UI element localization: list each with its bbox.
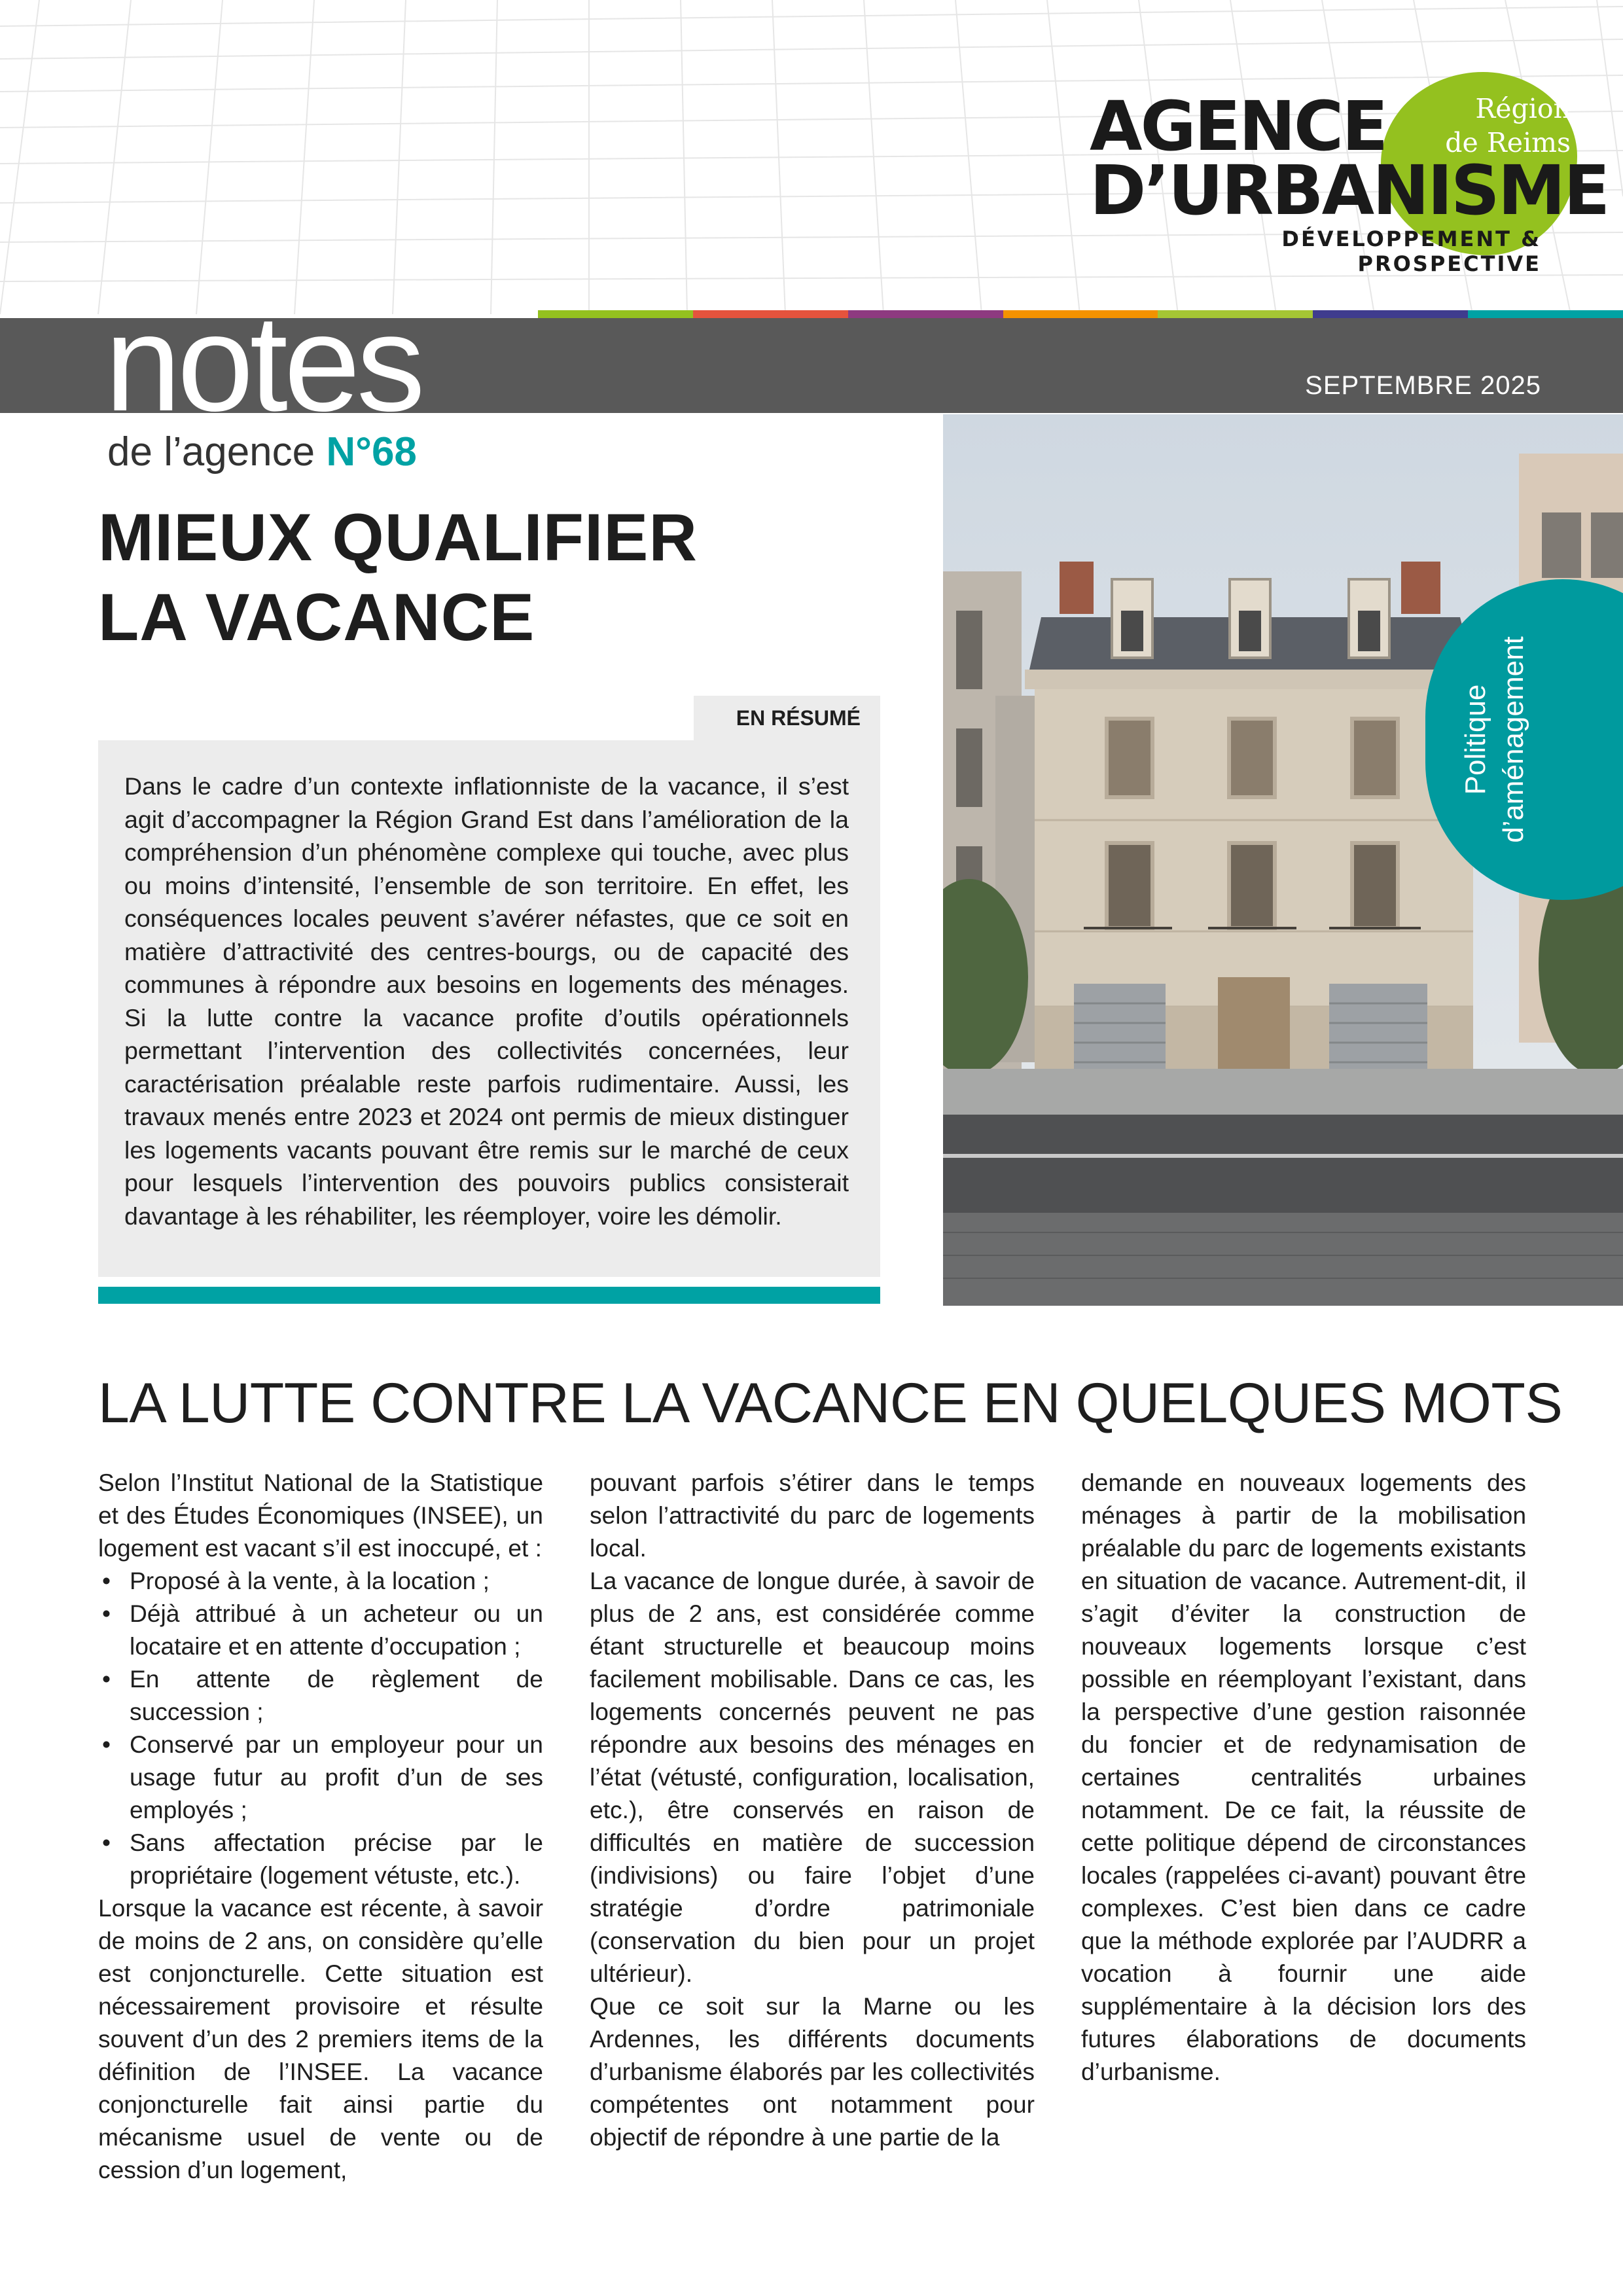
text-column-2 <box>590 1466 1035 2153</box>
notes-word: notes <box>105 286 421 440</box>
issue-label <box>107 429 417 475</box>
summary-accent-bar <box>98 1287 880 1304</box>
section-title: LA LUTTE CONTRE LA VACANCE EN QUELQUES MOTS <box>98 1372 1563 1435</box>
list-item: • Sans affectation précise par le propriétaire (logement vétuste, etc.). <box>98 1826 543 1892</box>
list-item: • Conservé par un employeur pour un usage futur au profit d’un de ses employés ; <box>98 1728 543 1826</box>
list-item: • En attente de règlement de succession ; <box>98 1662 543 1728</box>
text-column-1 <box>98 1466 543 2186</box>
col2-p1: pouvant parfois s’étirer dans le temps selon l’attractivité du parc de logements local. <box>590 1469 1035 1562</box>
text-column-3 <box>1081 1466 1526 2088</box>
col1-intro: Selon l’Institut National de la Statistique et des Études Économiques (INSEE), un logement est vacant s’il est inoccupé, et : <box>98 1469 543 1562</box>
definition-list <box>98 1564 543 1892</box>
de-agence-text: de l’agence <box>107 429 327 475</box>
issue-date: SEPTEMBRE 2025 <box>1305 371 1541 400</box>
stripe <box>1313 310 1468 318</box>
logo-region-line1: Région <box>1475 93 1571 124</box>
col3-p1: demande en nouveaux logements des ménages à partir de la mobilisation préalable du parc de logements existants en situation de vacance. Autrement-dit, il s’agit d’éviter la construction de nouveaux logements lorsque c’est possible en réemployant l’existant, dans la perspective d’une gestion raisonnée du foncier et de redynamisation de certaines centralités urbaines notamment. De ce fait, la réussite de cette politique dépend de circonstances locales (rappelées ci-avant) pouvant être complexes. C’est bien dans ce cadre que la méthode explorée par l’AUDRR a vocation à fournir une aide supplémentaire à la décision lors des futures élaborations de documents d’urbanisme. <box>1081 1469 1526 2085</box>
stripe <box>1158 310 1313 318</box>
stripe <box>693 310 848 318</box>
logo-urbanisme: D’URBANISME <box>1090 151 1609 230</box>
page-title <box>98 497 698 657</box>
theme-tag-label <box>1457 602 1533 877</box>
col2-p2: La vacance de longue durée, à savoir de plus de 2 ans, est considérée comme étant structurelle et beaucoup moins facilement mobilisable. Dans ce cas, les logements concernés peuvent ne pas répondre aux besoins des ménages en l’état (vétusté, configuration, localisation, etc.), être conservés en raison de difficultés en matière de succession (indivisions) ou faire l’objet d’une stratégie d’ordre patrimoniale (conservation du bien pour un projet ultérieur). <box>590 1567 1035 1987</box>
summary-box <box>98 740 880 1277</box>
list-item: • Déjà attribué à un acheteur ou un locataire et en attente d’occupation ; <box>98 1597 543 1662</box>
stripe <box>848 310 1003 318</box>
logo-region-line2: de Reims <box>1445 127 1571 158</box>
summary-text: Dans le cadre d’un contexte inflationniste de la vacance, il s’est agit d’accompagner la Région Grand Est dans l’amélioration de la compréhension d’un phénomène complexe qui touche, avec plus ou moins d’intensité, l’ensemble de son territoire. En effet, les conséquences locales peuvent s’avérer néfastes, que ce soit en matière d’attractivité des centres-bourgs, ou de capacité des communes à répondre aux besoins en logements des ménages. Si la lutte contre la vacance profite d’outils opérationnels permettant l’intervention des collectivités concernées, leur caractérisation préalable reste parfois rudimentaire. Aussi, les travaux menés entre 2023 et 2024 ont permis de mieux distinguer les logements vacants pouvant être remis sur le marché de ceux pour lesquels l’intervention des pouvoirs publics consisterait davantage à les réhabiliter, les réemployer, voire les démolir. <box>124 772 849 1230</box>
color-stripes <box>538 310 1623 318</box>
list-item: • Proposé à la vente, à la location ; <box>98 1564 543 1597</box>
tag-line2: d’aménagement <box>1497 636 1529 843</box>
logo-region-label <box>1420 92 1571 160</box>
col1-end: Lorsque la vacance est récente, à savoir de moins de 2 ans, on considère qu’elle est conjoncturelle. Cette situation est nécessairement provisoire et résulte souvent d’un des 2 premiers items de la définition de l’INSEE. La vacance conjoncturelle fait ainsi partie du mécanisme usuel de vente ou de cession d’un logement, <box>98 1894 543 2183</box>
logo-subtitle: DÉVELOPPEMENT & PROSPECTIVE <box>1281 226 1541 276</box>
tag-line1: Politique <box>1459 684 1491 795</box>
summary-label: EN RÉSUMÉ <box>694 696 880 740</box>
stripe <box>1003 310 1158 318</box>
title-line2: LA VACANCE <box>98 580 535 655</box>
title-line1: MIEUX QUALIFIER <box>98 500 698 575</box>
logo-agence: AGENCE <box>1090 86 1387 166</box>
col2-p3: Que ce soit sur la Marne ou les Ardennes, les différents documents d’urbanisme élaborés par les collectivités compétentes ont notamment pour objectif de répondre à une partie de la <box>590 1992 1035 2151</box>
issue-number: N°68 <box>326 429 417 475</box>
stripe <box>538 310 693 318</box>
stripe <box>1468 310 1623 318</box>
